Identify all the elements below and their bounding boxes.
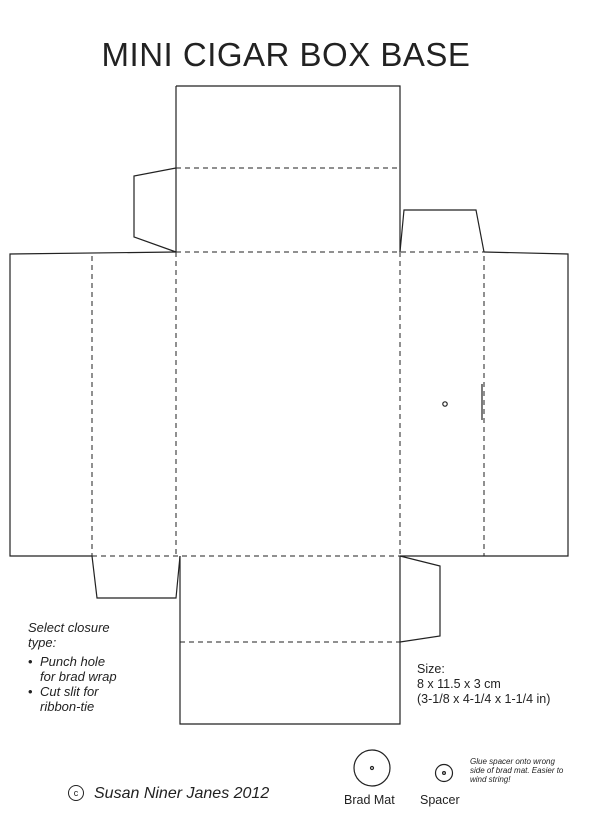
bottom-left-tab: [92, 556, 180, 598]
closure-option-punch-hole: • Punch hole for brad wrap: [28, 654, 117, 684]
bottom-side-panel: [180, 556, 400, 724]
copyright-icon: c: [68, 785, 84, 801]
size-metric: 8 x 11.5 x 3 cm: [417, 677, 501, 691]
page-title: MINI CIGAR BOX BASE: [101, 36, 471, 73]
spacer-hole: [443, 772, 446, 775]
closure-heading: Select closure type:: [28, 620, 110, 650]
size-imperial: (3-1/8 x 4-1/4 x 1-1/4 in): [417, 692, 551, 706]
brad-mat-label: Brad Mat: [344, 793, 395, 807]
size-info: [417, 662, 550, 707]
copyright-notice: [68, 785, 269, 803]
bottom-right-tab: [400, 556, 440, 642]
spacer-circle: [436, 765, 453, 782]
top-left-tab: [134, 168, 176, 252]
closure-options-list: [28, 654, 117, 714]
punch-hole-mark: [443, 402, 447, 406]
brad-mat-hole: [371, 767, 374, 770]
spacer-label: Spacer: [420, 793, 460, 807]
right-upper-tab: [400, 210, 484, 252]
left-wing-panel: [10, 252, 176, 556]
copyright-text: Susan Niner Janes 2012: [94, 785, 270, 802]
size-label: Size:: [417, 662, 445, 676]
spacer-note: Glue spacer onto wrong side of brad mat. Easier to wind string!: [470, 757, 564, 784]
brad-mat-circle: [354, 750, 390, 786]
closure-option-slit: • Cut slit for ribbon-tie: [28, 684, 117, 714]
closure-instructions: [28, 620, 117, 714]
top-side-panel-outline: [176, 86, 400, 252]
